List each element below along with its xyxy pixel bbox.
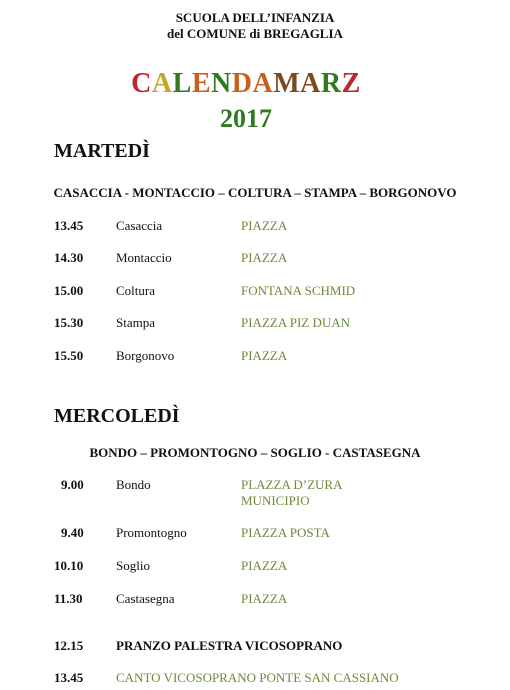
lunch-text: PRANZO PALESTRA VICOSOPRANO: [116, 638, 343, 653]
stop-location: PIAZZA: [241, 218, 288, 233]
title-letter: A: [151, 68, 173, 99]
stop-place: Bondo: [116, 477, 151, 492]
calendar-title: [0, 68, 492, 100]
lunch-time: 12.15: [54, 638, 84, 653]
stop-location: FONTANA SCHMID: [241, 283, 356, 298]
stop-location-line2: MUNICIPIO: [241, 493, 310, 508]
stop-location: PIAZZA POSTA: [241, 525, 330, 540]
stop-place: Soglio: [116, 558, 150, 573]
stop-location: PIAZZA: [241, 250, 288, 265]
title-letter: L: [172, 68, 192, 99]
title-letter: A: [252, 68, 274, 99]
title-letter: R: [320, 68, 342, 99]
stop-time: 15.50: [54, 348, 84, 363]
stop-time: 10.10: [54, 558, 84, 573]
stop-time: 14.30: [54, 250, 84, 265]
stop-location: PIAZZA PIZ DUAN: [241, 315, 351, 330]
calendar-year: 2017: [220, 104, 272, 133]
stop-location: PLAZZA D’ZURA: [241, 477, 343, 492]
municipality-name: del COMUNE di BREGAGLIA: [167, 26, 343, 41]
singing-text: CANTO VICOSOPRANO PONTE SAN CASSIANO: [116, 670, 399, 685]
stop-time: 9.00: [61, 477, 84, 492]
route-wednesday: BONDO – PROMONTOGNO – SOGLIO - CASTASEGNA: [89, 445, 421, 460]
route-tuesday: CASACCIA - MONTACCIO – COLTURA – STAMPA – BORGONOVO: [53, 185, 457, 200]
stop-place: Casaccia: [116, 218, 163, 233]
stop-time: 15.30: [54, 315, 84, 330]
stop-place: Montaccio: [116, 250, 172, 265]
title-letter: E: [191, 68, 212, 99]
stop-location: PIAZZA: [241, 558, 288, 573]
stop-place: Coltura: [116, 283, 155, 298]
stop-place: Stampa: [116, 315, 155, 330]
day-heading-wednesday: MERCOLEDÌ: [54, 405, 180, 427]
title-letter: D: [231, 68, 253, 99]
stop-place: Promontogno: [116, 525, 187, 540]
singing-time: 13.45: [54, 670, 84, 685]
stop-time: 15.00: [54, 283, 84, 298]
title-letter: N: [211, 68, 232, 99]
stop-place: Castasegna: [116, 591, 175, 606]
title-letter: A: [300, 68, 321, 99]
day-heading-tuesday: MARTEDÌ: [54, 140, 150, 162]
title-letter: M: [273, 68, 301, 99]
school-name: SCUOLA DELL’INFANZIA: [175, 10, 335, 25]
stop-time: 11.30: [54, 591, 83, 606]
title-letter: C: [131, 68, 152, 99]
title-letter: Z: [341, 68, 361, 99]
stop-location: PIAZZA: [241, 348, 288, 363]
stop-time: 13.45: [54, 218, 84, 233]
stop-place: Borgonovo: [116, 348, 175, 363]
stop-location: PIAZZA: [241, 591, 288, 606]
stop-time: 9.40: [61, 525, 84, 540]
